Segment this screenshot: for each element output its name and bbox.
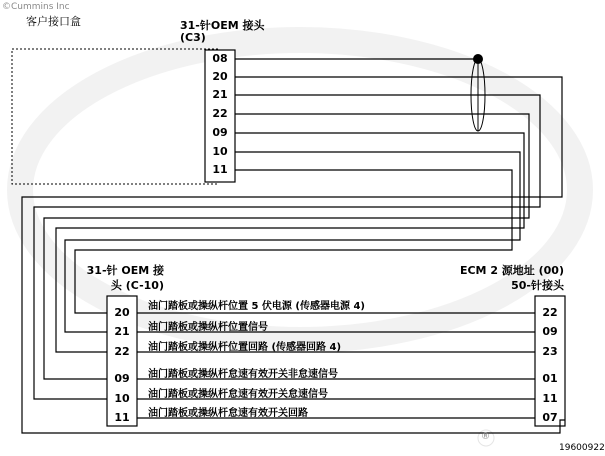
c3-pin-label: 10 — [212, 145, 228, 158]
copyright-text: ©Cummins Inc — [2, 2, 70, 12]
shield-drain-dot — [473, 54, 483, 64]
c3-pin-label: 09 — [212, 126, 228, 139]
registered-trademark-mark: ® — [481, 432, 490, 442]
ecm-pin-label: 22 — [542, 306, 558, 319]
c3-pin-label: 22 — [212, 107, 228, 120]
c3-pin-label: 21 — [212, 88, 228, 101]
c10-pin-label: 20 — [114, 306, 130, 319]
ecm-pin-label: 09 — [542, 325, 558, 338]
ecm-pin-label: 23 — [542, 345, 558, 358]
c10-pin-label: 22 — [114, 345, 130, 358]
signal-description: 油门踏板或操纵杆位置回路 (传感器回路 4) — [148, 342, 342, 353]
c10-pin-label: 10 — [114, 392, 130, 405]
c10-pin-label: 21 — [114, 325, 130, 338]
c3-pin-label: 11 — [212, 163, 228, 176]
ecm-connector-subtitle: 50-针接头 — [511, 279, 564, 292]
ecm-connector-title: ECM 2 源地址 (00) — [459, 264, 564, 277]
c10-pin-label: 11 — [114, 411, 130, 424]
c10-connector-title: 31-针 OEM 接 — [86, 264, 164, 277]
c10-connector-subtitle: 头 (C-10) — [110, 279, 164, 292]
signal-description: 油门踏板或操纵杆位置信号 — [148, 322, 268, 333]
ecm-pin-label: 11 — [542, 392, 558, 405]
customer-interface-box-title: 客户接口盒 — [26, 15, 81, 28]
c3-pin-label: 20 — [212, 70, 228, 83]
signal-description: 油门踏板或操纵杆位置 5 伏电源 (传感器电源 4) — [148, 301, 365, 312]
signal-description: 油门踏板或操纵杆怠速有效开关非怠速信号 — [148, 369, 338, 380]
c3-connector-title: 31-针OEM 接头 — [180, 19, 265, 32]
ecm-pin-label: 01 — [542, 372, 558, 385]
document-number: 19600922 — [559, 443, 605, 453]
signal-description: 油门踏板或操纵杆怠速有效开关怠速信号 — [148, 389, 328, 400]
c3-pin-label: 08 — [212, 52, 228, 65]
watermark-logo — [20, 40, 580, 340]
ecm-pin-label: 07 — [542, 411, 558, 424]
c10-pin-label: 09 — [114, 372, 130, 385]
c3-connector-subtitle: (C3) — [180, 31, 206, 44]
signal-description: 油门踏板或操纵杆怠速有效开关回路 — [148, 408, 308, 419]
